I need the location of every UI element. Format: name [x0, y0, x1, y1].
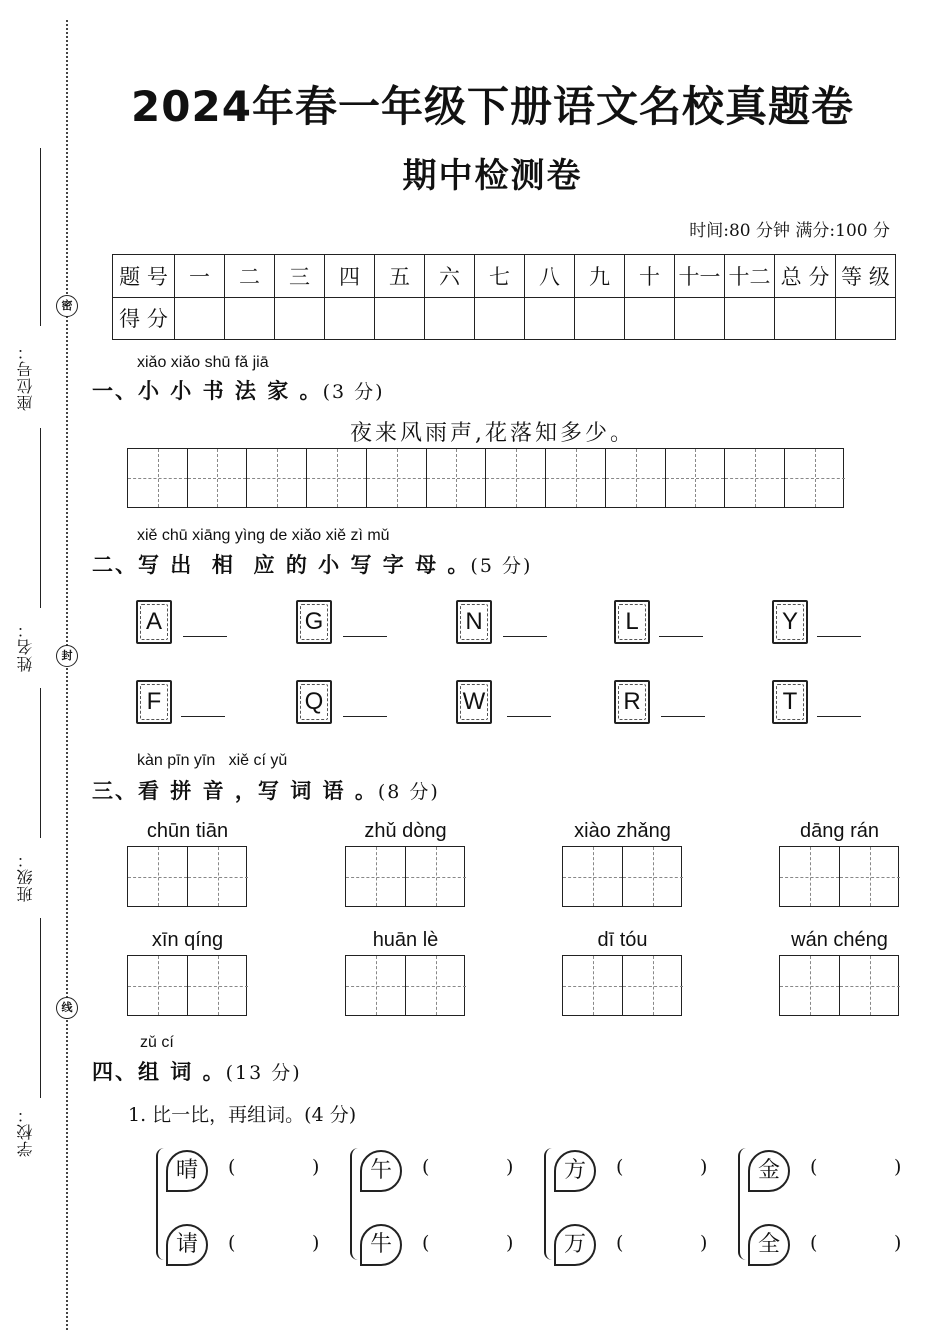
score-cell[interactable]: [525, 297, 575, 340]
paren-close: ): [312, 1232, 320, 1254]
name-line: [40, 688, 41, 838]
seal-mi: 密: [56, 295, 78, 317]
section4-points: (13 分): [225, 1062, 302, 1084]
paren-open: (: [810, 1156, 818, 1178]
leaf-char: 方: [554, 1150, 596, 1192]
score-cell[interactable]: [775, 297, 836, 340]
seal-feng: 封: [56, 645, 78, 667]
section3-points: (8 分): [377, 781, 440, 803]
section1-title: 一、小 小 书 法 家 。: [92, 379, 323, 403]
binding-dotted-line: [66, 20, 68, 1330]
pinyin-word: zhǔ dòng: [364, 820, 447, 842]
score-cell[interactable]: [836, 297, 896, 340]
seat-label: 座位号：: [16, 343, 35, 411]
paren-close: ): [700, 1156, 708, 1178]
pinyin-word: dāng rán: [800, 820, 879, 842]
score-header-cell: 总 分: [775, 255, 836, 298]
letter-box: Y: [772, 600, 808, 644]
leaf-char: 晴: [166, 1150, 208, 1192]
answer-blank[interactable]: [817, 716, 861, 717]
answer-blank[interactable]: [183, 636, 227, 637]
score-table: [112, 254, 896, 340]
letter-box: G: [296, 600, 332, 644]
paren-close: ): [312, 1156, 320, 1178]
paren-open: (: [422, 1156, 430, 1178]
letter-box: W: [456, 680, 492, 724]
leaf-char: 万: [554, 1224, 596, 1266]
answer-blank[interactable]: [343, 716, 387, 717]
grid-cell: [247, 449, 307, 507]
score-header-row: [113, 255, 896, 298]
score-cell[interactable]: [275, 297, 325, 340]
score-cell[interactable]: [325, 297, 375, 340]
brace-icon: [156, 1148, 166, 1260]
word-grid[interactable]: [562, 955, 682, 1016]
class-line: [40, 918, 41, 1098]
word-grid[interactable]: [127, 846, 247, 907]
paren-open: (: [228, 1156, 236, 1178]
paren-open: (: [810, 1232, 818, 1254]
grid-cell: [606, 449, 666, 507]
section2-points: (5 分): [470, 555, 533, 577]
letter-box: R: [614, 680, 650, 724]
section2-pinyin: xiě chū xiāng yìng de xiǎo xiě zì mǔ: [137, 527, 390, 544]
section1-pinyin: xiǎo xiǎo shū fǎ jiā: [137, 354, 269, 371]
grid-cell: [367, 449, 427, 507]
grid-cell: [666, 449, 725, 507]
score-header-cell: 七: [475, 255, 525, 298]
score-header-cell: 四: [325, 255, 375, 298]
score-header-cell: 九: [575, 255, 625, 298]
pinyin-word: xiào zhǎng: [574, 820, 671, 842]
answer-blank[interactable]: [181, 716, 225, 717]
grid-cell: [188, 449, 247, 507]
exam-meta: 时间:80 分钟 满分:100 分: [689, 221, 890, 241]
pinyin-word: huān lè: [372, 929, 439, 951]
section1-points: (3 分): [322, 381, 385, 403]
answer-blank[interactable]: [507, 716, 551, 717]
answer-blank[interactable]: [659, 636, 703, 637]
word-grid[interactable]: [345, 846, 465, 907]
answer-blank[interactable]: [661, 716, 705, 717]
leaf-char: 牛: [360, 1224, 402, 1266]
grid-cell: [128, 449, 188, 507]
score-header-cell: 二: [225, 255, 275, 298]
word-grid[interactable]: [562, 846, 682, 907]
score-header-cell: 八: [525, 255, 575, 298]
score-header-cell: 五: [375, 255, 425, 298]
score-row-label: 得 分: [113, 297, 175, 340]
answer-blank[interactable]: [343, 636, 387, 637]
paren-close: ): [506, 1156, 514, 1178]
class-label: 班级：: [16, 851, 35, 903]
leaf-char: 午: [360, 1150, 402, 1192]
letter-box: A: [136, 600, 172, 644]
paren-open: (: [422, 1232, 430, 1254]
seal-xian: 线: [56, 997, 78, 1019]
pinyin-word: xīn qíng: [151, 929, 224, 951]
section3-heading: [92, 775, 440, 805]
paren-close: ): [506, 1232, 514, 1254]
score-header-cell: 等 级: [836, 255, 896, 298]
page-subtitle: 期中检测卷: [402, 156, 583, 196]
score-cell[interactable]: [625, 297, 675, 340]
letter-box: T: [772, 680, 808, 724]
score-cell[interactable]: [475, 297, 525, 340]
word-grid[interactable]: [779, 955, 899, 1016]
brace-icon: [738, 1148, 748, 1260]
score-cell[interactable]: [675, 297, 725, 340]
question-4-1: 1. 比一比，再组词。(4 分): [128, 1104, 357, 1126]
grid-cell: [546, 449, 606, 507]
score-header-cell: 十: [625, 255, 675, 298]
brace-icon: [544, 1148, 554, 1260]
paren-close: ): [700, 1232, 708, 1254]
score-cell[interactable]: [175, 297, 225, 340]
letter-box: L: [614, 600, 650, 644]
section3-title: 三、看 拼 音 ，写 词 语 。: [92, 779, 378, 803]
section4-title: 四、组 词 。: [92, 1060, 226, 1084]
word-grid[interactable]: [345, 955, 465, 1016]
school-label: 学校：: [16, 1106, 35, 1158]
grid-cell: [427, 449, 486, 507]
paren-close: ): [894, 1156, 902, 1178]
section3-pinyin: kàn pīn yīn xiě cí yǔ: [137, 752, 288, 769]
brace-icon: [350, 1148, 360, 1260]
score-cell[interactable]: [725, 297, 775, 340]
score-header-cell: 六: [425, 255, 475, 298]
page-title: 2024年春一年级下册语文名校真题卷: [131, 82, 854, 131]
calligraphy-grid[interactable]: [127, 448, 844, 508]
paren-open: (: [616, 1156, 624, 1178]
score-header-cell: 一: [175, 255, 225, 298]
word-grid[interactable]: [779, 846, 899, 907]
letter-box: N: [456, 600, 492, 644]
grid-cell: [725, 449, 785, 507]
section4-heading: [92, 1056, 302, 1086]
pinyin-word: dī tóu: [597, 929, 648, 951]
score-value-row: [113, 297, 896, 340]
pinyin-word: chūn tiān: [146, 820, 229, 842]
grid-cell: [486, 449, 546, 507]
leaf-char: 全: [748, 1224, 790, 1266]
paren-open: (: [228, 1232, 236, 1254]
score-header-cell: 三: [275, 255, 325, 298]
seat-line-2: [40, 428, 41, 608]
score-header-cell: 题 号: [113, 255, 175, 298]
score-header-cell: 十一: [675, 255, 725, 298]
pinyin-word: wán chéng: [791, 929, 888, 951]
score-cell[interactable]: [575, 297, 625, 340]
grid-cell: [307, 449, 367, 507]
score-header-cell: 十二: [725, 255, 775, 298]
paren-open: (: [616, 1232, 624, 1254]
section2-heading: [92, 549, 532, 579]
section2-title: 二、写 出 相 应 的 小 写 字 母 。: [92, 553, 471, 577]
grid-cell: [785, 449, 845, 507]
letter-box: Q: [296, 680, 332, 724]
section1-heading: [92, 375, 385, 405]
paren-close: ): [894, 1232, 902, 1254]
answer-blank[interactable]: [817, 636, 861, 637]
leaf-char: 请: [166, 1224, 208, 1266]
score-cell[interactable]: [225, 297, 275, 340]
leaf-char: 金: [748, 1150, 790, 1192]
answer-blank[interactable]: [503, 636, 547, 637]
letter-box: F: [136, 680, 172, 724]
word-grid[interactable]: [127, 955, 247, 1016]
score-cell[interactable]: [375, 297, 425, 340]
score-cell[interactable]: [425, 297, 475, 340]
section4-pinyin: zǔ cí: [140, 1034, 174, 1051]
name-label: 姓名：: [16, 621, 35, 673]
poem-line: 夜来风雨声,花落知多少。: [350, 421, 635, 446]
